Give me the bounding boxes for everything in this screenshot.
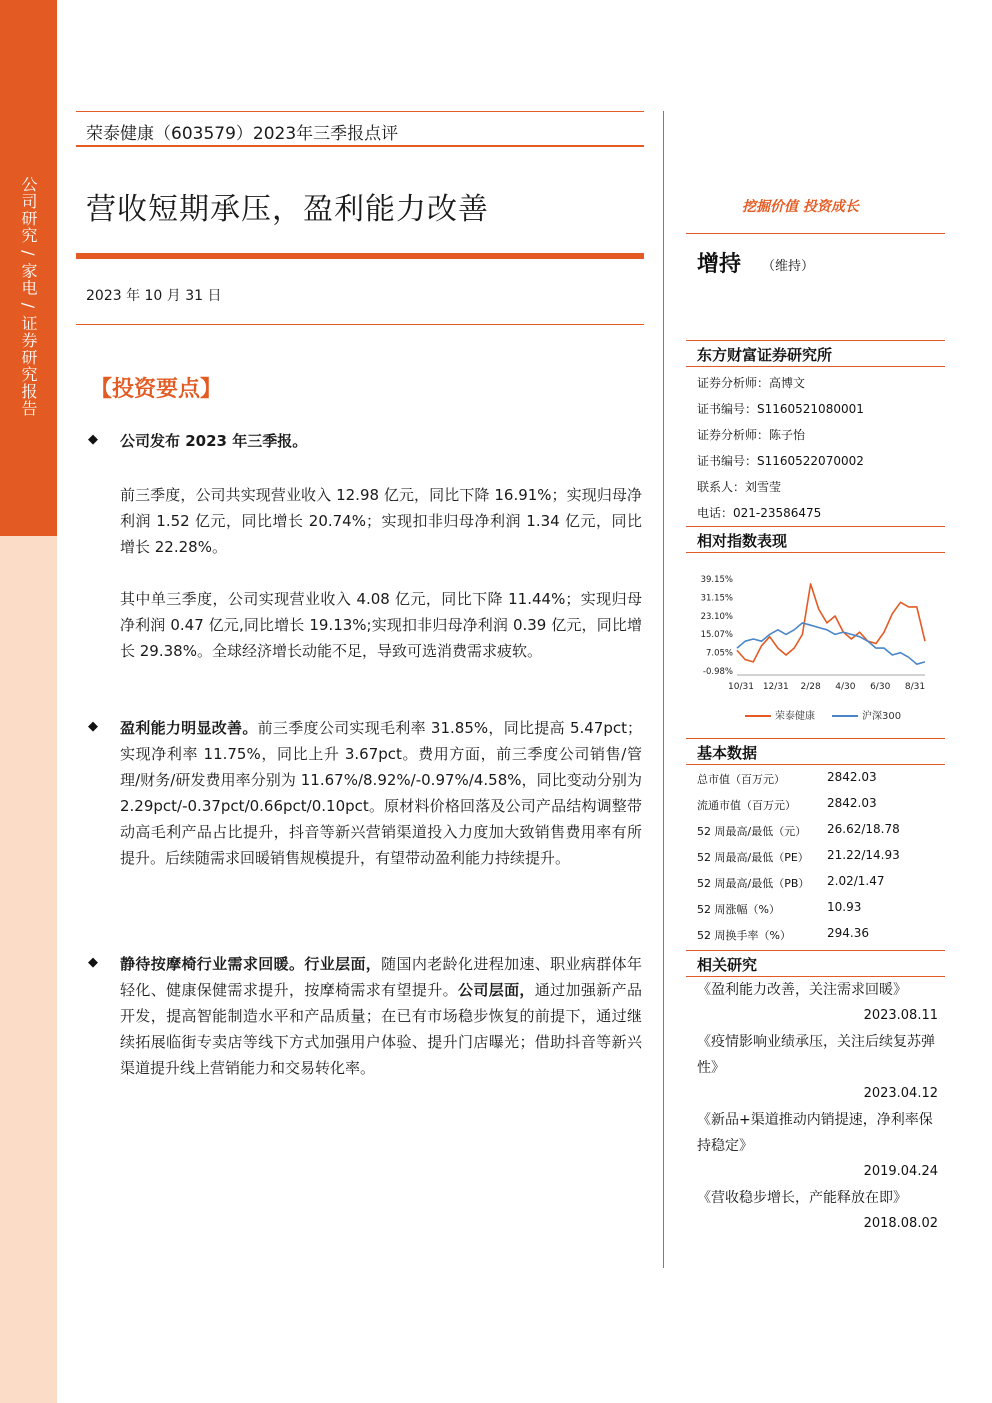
relative-performance-chart [697, 567, 937, 693]
related-report-date: 2018.08.02 [863, 1216, 938, 1231]
related-report-link[interactable]: 《盈利能力改善，关注需求回暖》 [697, 982, 907, 998]
institute-rule-bottom [686, 366, 945, 367]
report-category-label: 公司研究 / 家电 / 证券研究报告 [19, 176, 38, 418]
basic-data-label: 52 周涨幅（%） [697, 903, 780, 916]
rating-status: （维持） [762, 259, 815, 274]
bullet-3-industry-text: 随国内老龄化进程加速、职业病群体年轻化、健康保健需求提升，按摩椅需求有望提升。 [120, 955, 642, 999]
chart-series [737, 584, 925, 664]
x-tick-label: 12/31 [762, 682, 789, 692]
y-tick-label: 39.15% [700, 575, 733, 585]
legend-swatch-stock [745, 715, 771, 717]
bullet-2-text: 前三季度公司实现毛利率 31.85%，同比提高 5.47pct；实现净利率 11.75%，同比上升 3.67pct。费用方面，前三季度公司销售/管理/财务/研发费用率分别为 11.67%/8.92%/-0.97%/4.58%，同比变动分别为 2.29pct/-0.37pct/0.66pct/0.10pct。原材料价格回落及公司产品结构调整带动高毛利产品占比提升，抖音等新兴营销渠道投入力度加大致销售费用率有所提升。后续随需求回暖销售规模提升，有望带动盈利能力持续提升。 [120, 719, 642, 867]
legend-item-stock [745, 707, 815, 722]
series-line-index [737, 623, 925, 664]
y-axis-ticks [701, 575, 733, 677]
institute-name: 东方财富证券研究所 [697, 346, 833, 364]
analyst-line: 证书编号：S1160521080001 [697, 402, 864, 416]
x-axis-ticks [728, 682, 925, 692]
basic-data-value: 26.62/18.78 [827, 822, 900, 836]
y-tick-label: -0.98% [702, 667, 733, 677]
basic-data-value: 2842.03 [827, 770, 877, 784]
related-report-link[interactable]: 《营收稳步增长，产能释放在即》 [697, 1190, 907, 1206]
x-tick-label: 10/31 [728, 682, 754, 692]
slogan: 挖掘价值 投资成长 [742, 199, 859, 215]
basic-data-label: 52 周最高/最低（PB） [697, 877, 810, 890]
bullet-3-company-lead: 公司层面， [457, 981, 535, 999]
analyst-line: 证书编号：S1160522070002 [697, 454, 864, 468]
basic-data-label: 52 周换手率（%） [697, 929, 791, 942]
y-tick-label: 7.05% [705, 648, 733, 659]
chart-rule-bottom [686, 552, 945, 553]
column-divider [663, 111, 664, 1268]
related-research-heading: 相关研究 [697, 956, 758, 974]
x-tick-label: 4/30 [835, 682, 856, 692]
institute-rule-top [686, 340, 945, 341]
bullet-2-lead: 盈利能力明显改善。 [120, 719, 258, 737]
basic-data-label: 流通市值（百万元） [697, 799, 796, 812]
report-subtitle: 荣泰健康（603579）2023年三季报点评 [86, 124, 399, 144]
y-tick-label: 15.07% [700, 630, 733, 641]
report-date: 2023 年 10 月 31 日 [86, 288, 222, 304]
date-rule [76, 324, 644, 325]
x-tick-label: 8/31 [904, 682, 926, 692]
basic-rule-top [686, 738, 945, 739]
x-tick-label: 2/28 [800, 682, 821, 692]
related-report-link[interactable]: 《新品+渠道推动内销提速，净利率保持稳定》 [697, 1112, 933, 1154]
report-title: 营收短期承压，盈利能力改善 [86, 192, 489, 227]
legend-item-index [832, 707, 901, 722]
chart-heading: 相对指数表现 [697, 532, 788, 550]
basic-data-heading: 基本数据 [697, 744, 758, 762]
header-rule-subtitle [76, 145, 644, 147]
basic-data-label: 总市值（百万元） [697, 773, 785, 786]
related-report-link[interactable]: 《疫情影响业绩承压，关注后续复苏弹性》 [697, 1034, 935, 1076]
related-report-date: 2023.04.12 [863, 1086, 938, 1101]
rating-rule [686, 233, 945, 234]
bullet-3-company-text: 通过加强新产品开发，提高智能制造水平和产品质量；在已有市场稳步恢复的前提下，通过继续拓展临街专卖店等线下方式加强用户体验、提升门店曝光；借助抖音等新兴渠道提升线上营销能力和交易转化率。 [120, 981, 642, 1077]
bullet-3-lead: 静待按摩椅行业需求回暖。 [120, 955, 305, 973]
bullet-1-paragraph-2: 其中单三季度，公司实现营业收入 4.08 亿元，同比下降 11.44%；实现归母净利润 0.47 亿元,同比增长 19.13%;实现扣非归母净利润 0.39 亿元，同比增长 29.38%。全球经济增长动能不足，导致可选消费需求疲软。 [120, 590, 642, 660]
legend-swatch-index [832, 715, 858, 717]
bullet-diamond-icon: ◆ [88, 719, 98, 734]
bullet-3-paragraph [120, 951, 642, 1081]
bullet-1-lead-text: 公司发布 2023 年三季报。 [120, 432, 308, 450]
x-tick-label: 6/30 [870, 682, 891, 692]
basic-data-value: 2842.03 [827, 796, 877, 810]
bullet-1-lead [120, 428, 642, 454]
basic-data-value: 21.22/14.93 [827, 848, 900, 862]
legend-label-stock: 荣泰健康 [775, 711, 815, 722]
basic-data-label: 52 周最高/最低（元） [697, 825, 807, 838]
y-tick-label: 23.10% [700, 611, 733, 622]
legend-label-index: 沪深300 [862, 711, 902, 722]
basic-data-value: 10.93 [827, 900, 862, 914]
y-tick-label: 31.15% [700, 593, 733, 604]
basic-data-value: 294.36 [827, 926, 869, 940]
related-report-date: 2023.08.11 [863, 1008, 938, 1023]
basic-data-value: 2.02/1.47 [827, 874, 885, 888]
bullet-diamond-icon: ◆ [88, 955, 98, 970]
rating: 增持 [697, 252, 742, 277]
header-rule-top [76, 111, 644, 112]
chart-rule-top [686, 526, 945, 527]
investment-highlights-heading: 【投资要点】 [90, 376, 223, 402]
analyst-line: 证券分析师：高博文 [697, 376, 806, 390]
series-line-stock [737, 584, 925, 662]
phone-line: 电话：021-23586475 [697, 506, 822, 520]
title-rule-thick [76, 253, 644, 259]
basic-rule-bottom [686, 764, 945, 765]
bullet-3-industry-lead: 行业层面， [304, 955, 382, 973]
analyst-line: 证券分析师：陈子怡 [697, 428, 806, 442]
related-rule-top [686, 950, 945, 951]
basic-data-label: 52 周最高/最低（PE） [697, 851, 809, 864]
bullet-diamond-icon: ◆ [88, 432, 98, 447]
sidebar-band-light [0, 536, 57, 1403]
bullet-2-paragraph [120, 715, 642, 871]
bullet-1-paragraph-1: 前三季度，公司共实现营业收入 12.98 亿元，同比下降 16.91%；实现归母净利润 1.52 亿元，同比增长 20.74%；实现扣非归母净利润 1.34 亿元，同比增长 22.28%。 [120, 486, 642, 556]
related-report-date: 2019.04.24 [863, 1164, 938, 1179]
contact-line: 联系人：刘雪莹 [697, 480, 782, 494]
